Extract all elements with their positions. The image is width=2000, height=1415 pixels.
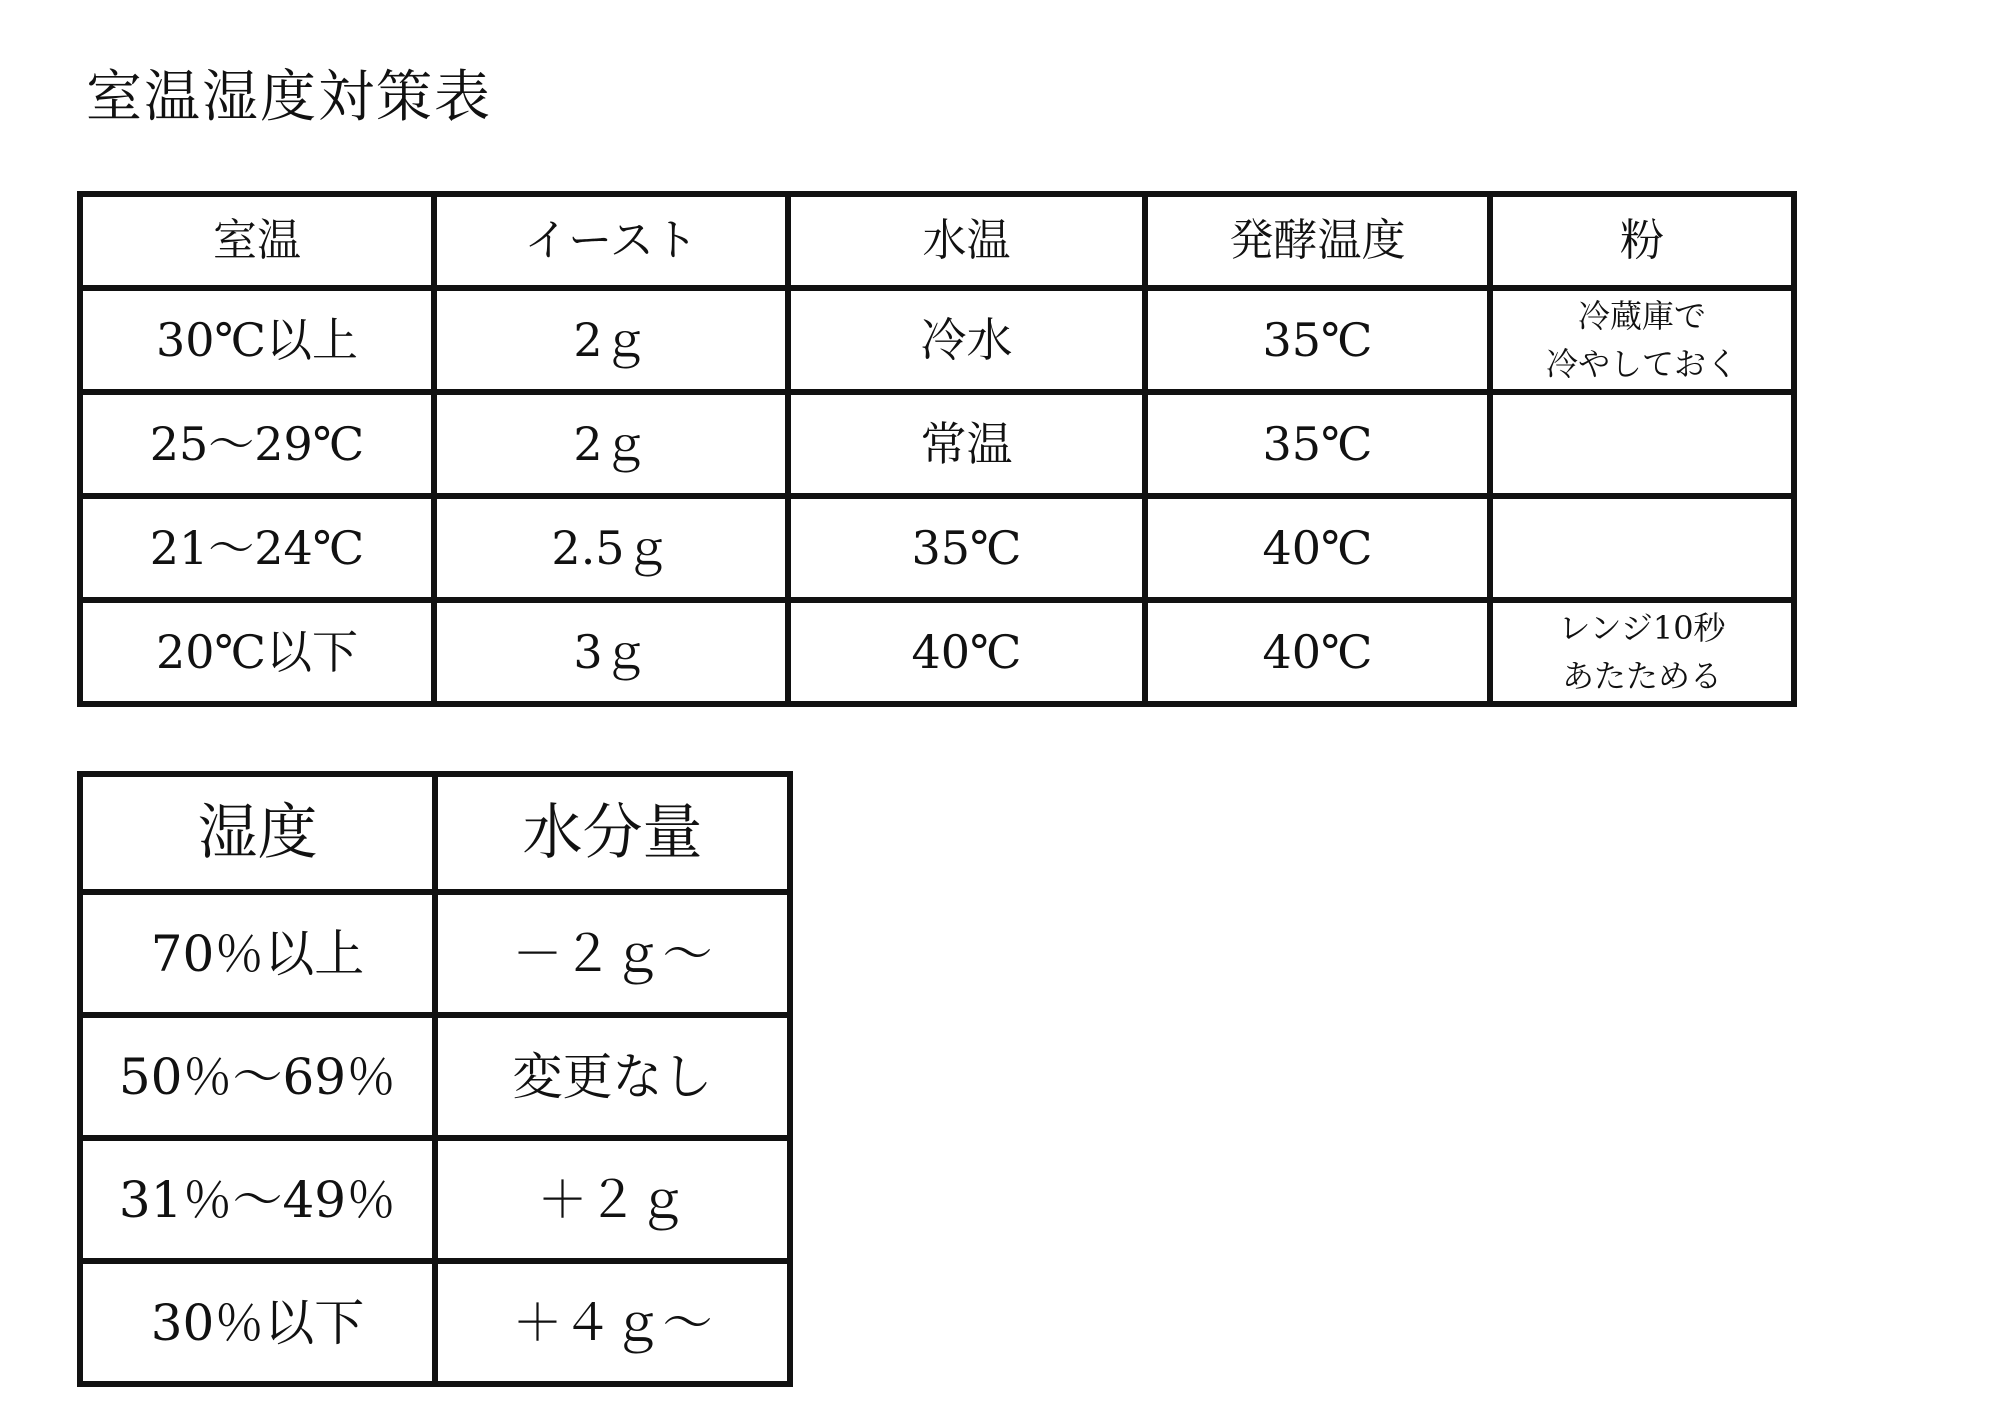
- cell-humidity: 70％以上: [80, 892, 435, 1015]
- cell-water-amount: －２ｇ～: [435, 892, 790, 1015]
- cell-yeast: 2ｇ: [434, 288, 788, 392]
- cell-ferment-temp: 35℃: [1145, 392, 1490, 496]
- room-temperature-table: [77, 191, 1797, 707]
- table-row: [80, 288, 1794, 392]
- cell-room-temp: 20℃以下: [80, 600, 434, 704]
- header-room-temp: 室温: [80, 194, 434, 288]
- table-header-row: [80, 194, 1794, 288]
- table-row: [80, 392, 1794, 496]
- cell-flour: [1490, 392, 1794, 496]
- cell-humidity: 50％～69％: [80, 1015, 435, 1138]
- header-water-temp: 水温: [788, 194, 1145, 288]
- table-row: [80, 600, 1794, 704]
- cell-humidity: 30％以下: [80, 1261, 435, 1384]
- cell-water-amount: ＋４ｇ～: [435, 1261, 790, 1384]
- cell-ferment-temp: 35℃: [1145, 288, 1490, 392]
- cell-ferment-temp: 40℃: [1145, 600, 1490, 704]
- table-row: [80, 496, 1794, 600]
- table-row: [80, 1015, 790, 1138]
- flour-note-line: あたためる: [1561, 657, 1722, 695]
- cell-flour: [1490, 496, 1794, 600]
- cell-flour: [1490, 600, 1794, 704]
- cell-water-temp: 常温: [788, 392, 1145, 496]
- cell-ferment-temp: 40℃: [1145, 496, 1490, 600]
- cell-water-amount: ＋２ｇ: [435, 1138, 790, 1261]
- header-yeast: イースト: [434, 194, 788, 288]
- header-humidity: 湿度: [80, 774, 435, 892]
- table-row: [80, 892, 790, 1015]
- table-header-row: [80, 774, 790, 892]
- flour-note-line: レンジ10秒: [1558, 609, 1726, 647]
- page-title: 室温湿度対策表: [86, 65, 492, 130]
- header-ferment-temp: 発酵温度: [1145, 194, 1490, 288]
- flour-note-line: 冷蔵庫で: [1577, 297, 1706, 335]
- cell-humidity: 31％～49％: [80, 1138, 435, 1261]
- cell-flour: [1490, 288, 1794, 392]
- cell-water-temp: 40℃: [788, 600, 1145, 704]
- cell-yeast: 2ｇ: [434, 392, 788, 496]
- header-water-amount: 水分量: [435, 774, 790, 892]
- cell-water-temp: 35℃: [788, 496, 1145, 600]
- table-row: [80, 1261, 790, 1384]
- flour-note-line: 冷やしておく: [1545, 345, 1738, 383]
- cell-room-temp: 21～24℃: [80, 496, 434, 600]
- cell-yeast: 3ｇ: [434, 600, 788, 704]
- cell-room-temp: 25～29℃: [80, 392, 434, 496]
- table-row: [80, 1138, 790, 1261]
- header-flour: 粉: [1490, 194, 1794, 288]
- cell-water-amount: 変更なし: [435, 1015, 790, 1138]
- cell-room-temp: 30℃以上: [80, 288, 434, 392]
- cell-water-temp: 冷水: [788, 288, 1145, 392]
- cell-yeast: 2.5ｇ: [434, 496, 788, 600]
- humidity-table: [77, 771, 793, 1387]
